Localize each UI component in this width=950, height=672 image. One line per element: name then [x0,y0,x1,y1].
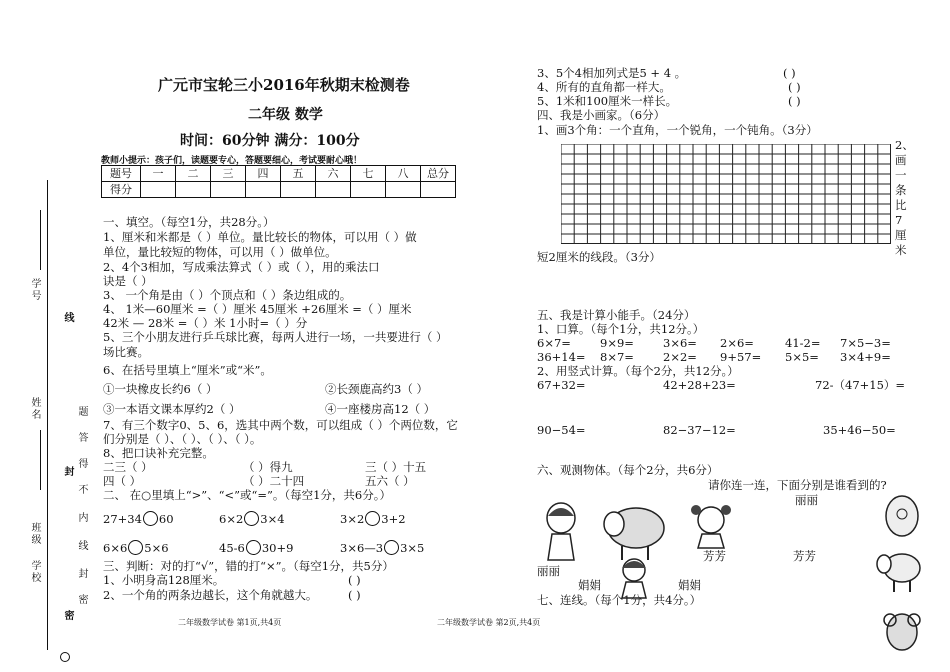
xingming-line [40,430,41,490]
label-de: 得 [76,458,87,470]
label-xingming: 姓名 [29,397,40,421]
score-cell: 四 [246,166,281,182]
compare-left: 6×6 [103,541,128,555]
drawing-grid-svg[interactable] [561,144,891,244]
vertical-calc-item: 82−37−12= [663,423,736,437]
question-6b: ②长颈鹿高约3（ ） [325,382,428,396]
compare-circle[interactable] [244,511,259,526]
draw-task-2: 2、画一条比7厘米 [895,138,914,257]
question-6: 6、在括号里填上“厘米”或“米”。 [103,363,272,377]
vertical-calc-item: 42+28+23= [663,378,736,392]
compare-1 [103,511,174,526]
exam-grade: 二年级 数学 [248,107,323,123]
compare-right: 60 [158,512,174,526]
compare-right: 3×5 [400,541,425,555]
label-bu: 不 [76,484,87,496]
question-1-line-a: 1、厘米和米都是（ ）单位。量比较长的物体，可以用（ ）做 [103,230,417,244]
score-cell: 五 [281,166,316,182]
judge-5-answer[interactable]: ( ) [788,94,801,108]
judge-3: 3、5个4相加列式是5 + 4 。 [537,66,687,80]
girl-lili-illustration[interactable] [540,500,582,562]
compare-right: 30+9 [261,541,294,555]
drawing-grid[interactable] [561,144,891,248]
judge-1: 1、小明身高128厘米。 [103,573,225,587]
question-4-line-b: 42米 — 28米 =（ ）米 1小时=（ ）分 [103,316,308,330]
score-cell: 七 [351,166,386,182]
compare-left: 3×6—3 [340,541,384,555]
compare-right: 5×6 [144,541,169,555]
sheep-back-view-illustration[interactable] [882,490,922,542]
compare-left: 45-6 [219,541,245,555]
score-input-cell[interactable] [211,182,246,198]
section-7-heading: 七、连线。（每个1分，共4分。） [537,593,702,607]
label-ti: 题 [76,406,87,418]
teacher-tip: 教师小提示：孩子们，读题要专心，答题要细心，考试要耐心哦！ [101,156,363,166]
question-6d: ④一座楼房高12（ ） [325,402,436,416]
oral-heading: 1、口算。（每个1分，共12分。） [537,322,705,336]
judge-2: 2、一个角的两条边越长，这个角就越大。 [103,588,318,602]
name-lili: 丽丽 [537,564,560,578]
oral-item: 3×4+9= [840,350,891,364]
oral-item: 7×5−3= [840,336,891,350]
girl-fangfang-illustration[interactable] [688,500,734,550]
score-table [101,165,456,198]
page-footer-1: 二年级数学试卷 第1页,共4页 [178,618,282,627]
binding-circle [60,652,70,662]
compare-right: 3×4 [260,512,285,526]
oral-item: 3×6= [663,336,697,350]
judge-4: 4、所有的直角都一样大。 [537,80,671,94]
compare-circle[interactable] [365,511,380,526]
exam-title: 广元市宝轮三小2016年秋期末检测卷 [158,76,410,94]
score-cell: 六 [316,166,351,182]
vertical-calc-heading: 2、用竖式计算。（每个2分，共12分。） [537,364,739,378]
score-input-cell[interactable] [141,182,176,198]
score-cell: 二 [176,166,211,182]
xuehao-line [40,210,41,270]
question-2-line-b: 诀是（ ） [103,274,153,288]
question-6c: ③一本语文课本厚约2（ ） [103,402,241,416]
oral-item: 9+57= [720,350,762,364]
compare-circle[interactable] [246,540,261,555]
observe-instruction: 请你连一连，下面分别是谁看到的? [708,478,887,492]
score-cell: 八 [386,166,421,182]
score-input-cell[interactable] [246,182,281,198]
judge-3-answer[interactable]: ( ) [783,66,796,80]
score-cell: 三 [211,166,246,182]
draw-task-1: 1、画3个角：一个直角，一个锐角，一个钝角。（3分） [537,123,818,137]
sheep-center-illustration[interactable] [598,498,668,564]
label-xuehao: 学号 [29,278,40,302]
question-2-line-a: 2、4个3相加，写成乘法算式（ ）或（ ），用的乘法口 [103,260,380,274]
oral-item: 2×6= [720,336,754,350]
score-cell: 一 [141,166,176,182]
compare-2 [219,511,285,526]
page-footer-2: 二年级数学试卷 第2页,共4页 [437,618,541,627]
compare-left: 3×2 [340,512,365,526]
vertical-calc-item: 35+46−50= [823,423,896,437]
score-input-cell[interactable] [386,182,421,198]
score-cell: 题号 [102,166,141,182]
compare-left: 6×2 [219,512,244,526]
label-mi2: 密 [62,610,73,622]
score-table-header-row [102,166,456,182]
question-1-line-b: 单位，量比较短的物体，可以用（ ）做单位。 [103,245,337,259]
oral-item: 36+14= [537,350,586,364]
koujue-2c: 五六（ ） [365,474,415,488]
vertical-calc-item: 67+32= [537,378,586,392]
oral-item: 8×7= [600,350,634,364]
koujue-1b: （ ）得九 [243,460,293,474]
sheep-front-view-illustration[interactable] [882,606,922,656]
vertical-calc-item: 90−54= [537,423,586,437]
compare-5 [219,540,293,555]
oral-item: 6×7= [537,336,571,350]
oral-item: 41-2= [785,336,821,350]
question-4-line-a: 4、 1米—60厘米 =（ ）厘米 45厘米 +26厘米 =（ ）厘米 [103,302,412,316]
section-2-heading: 二、 在○里填上“>”、“<”或“=”。（每空1分，共6分。） [103,488,392,502]
compare-right: 3+2 [381,512,406,526]
score-input-cell[interactable] [281,182,316,198]
section-5-heading: 五、我是计算小能手。（24分） [537,308,696,322]
label-feng2: 封 [76,568,87,580]
compare-circle[interactable] [143,511,158,526]
score-input-cell[interactable] [351,182,386,198]
question-5-line-b: 场比赛。 [103,345,149,359]
name-juanjuan-1: 娟娟 [578,578,601,592]
score-input-cell[interactable] [316,182,351,198]
label-xian: 线 [62,312,73,324]
koujue-2b: （ ）二十四 [243,474,305,488]
score-cell: 得分 [102,182,141,198]
label-xian2: 线 [76,540,87,552]
judge-4-answer[interactable]: ( ) [788,80,801,94]
section-6-heading: 六、观测物体。（每个2分，共6分） [537,463,719,477]
question-3: 3、 一个角是由（ ）个顶点和（ ）条边组成的。 [103,288,352,302]
section-4-heading: 四、我是小画家。（6分） [537,108,666,122]
sheep-side-view-illustration[interactable] [876,546,924,594]
vertical-calc-item: 72-（47+15）= [815,378,906,392]
question-7-line-b: 们分别是（ ）、（ ）、（ ）、（ ）。 [103,432,262,446]
compare-left: 27+34 [103,512,142,526]
question-7-line-a: 7、有三个数字0、5、6，选其中两个数，可以组成（ ）个两位数，它 [103,418,458,432]
score-input-cell[interactable] [176,182,211,198]
name-juanjuan-2: 娟娟 [678,578,701,592]
section-1-heading: 一、填空。（每空1分，共28分。） [103,215,275,229]
judge-1-answer[interactable]: ( ) [348,573,361,587]
koujue-1a: 二三（ ） [103,460,153,474]
name-lili-top: 丽丽 [795,493,818,507]
score-input-cell[interactable] [421,182,456,198]
koujue-1c: 三（ ）十五 [365,460,427,474]
compare-3 [340,511,406,526]
label-mi: 密 [76,594,87,606]
compare-6 [340,540,424,555]
question-5-line-a: 5、三个小朋友进行乒乓球比赛，每两人进行一场，一共要进行（ ） [103,330,448,344]
compare-circle[interactable] [384,540,399,555]
label-xuexiao: 学校 [29,560,40,584]
label-nei: 内 [76,512,87,524]
score-table-score-row [102,182,456,198]
oral-item: 9×9= [600,336,634,350]
question-8: 8、把口诀补充完整。 [103,446,214,460]
question-6a: ①一块橡皮长约6（ ） [103,382,218,396]
label-feng: 封 [62,466,73,478]
label-da: 答 [76,432,87,444]
judge-5: 5、1米和100厘米一样长。 [537,94,678,108]
judge-2-answer[interactable]: ( ) [348,588,361,602]
binding-line [47,180,48,650]
label-banji: 班级 [29,522,40,546]
name-fangfang-1: 芳芳 [703,549,726,563]
compare-circle[interactable] [128,540,143,555]
koujue-2a: 四（ ） [103,474,142,488]
girl-juanjuan-illustration[interactable] [614,556,654,600]
score-cell: 总分 [421,166,456,182]
draw-task-2-cont: 短2厘米的线段。（3分） [537,250,661,264]
section-3-heading: 三、判断：对的打“√”，错的打“×”。（每空1分，共5分） [103,559,394,573]
name-fangfang-2: 芳芳 [793,549,816,563]
exam-time: 时间：60分钟 满分：100分 [180,133,360,149]
oral-item: 5×5= [785,350,819,364]
oral-item: 2×2= [663,350,697,364]
compare-4 [103,540,169,555]
